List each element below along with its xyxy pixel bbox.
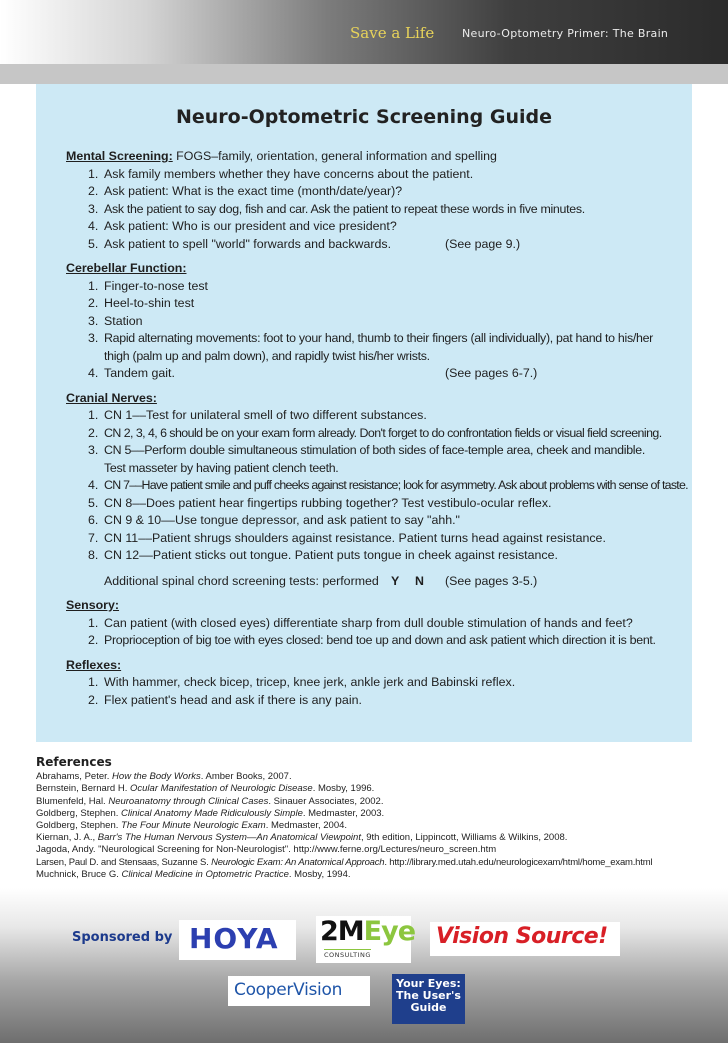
item-text: Proprioception of big toe with eyes closed: bend toe up and down and ask patient which direction it is bent. bbox=[104, 633, 656, 647]
list-item: 7. CN 11––Patient shrugs shoulders against resistance. Patient turns head against resistance. bbox=[88, 530, 690, 548]
item-text: CN 1––Test for unilateral smell of two different substances. bbox=[104, 408, 427, 422]
ref-author: Blumenfeld, Hal. bbox=[36, 795, 109, 807]
ref-author: Jagoda, Andy. "Neurological Screening for Non-Neurologist". http://www.ferne.org/Lectures/neuro_screen.htm bbox=[36, 844, 497, 856]
primer-title: Neuro-Optometry Primer: The Brain bbox=[462, 27, 669, 40]
ref-title: Clinical Medicine in Optometric Practice bbox=[121, 868, 289, 880]
item-text: Ask patient: What is the exact time (month/date/year)? bbox=[104, 184, 403, 198]
item-text: Finger-to-nose test bbox=[104, 278, 208, 293]
section-heading: Mental Screening: bbox=[66, 149, 173, 163]
reference-item bbox=[36, 832, 716, 844]
item-text: CN 2, 3, 4, 6 should be on your exam form already. Don't forget to do confrontation fields or visual field screening. bbox=[104, 425, 662, 440]
header-bar bbox=[0, 0, 728, 64]
list-item: 1. With hammer, check bicep, tricep, knee jerk, ankle jerk and Babinski reflex. bbox=[88, 674, 690, 692]
vision-source-logo-text: Vision Source! bbox=[436, 924, 608, 949]
item-text: CN 8––Does patient hear fingertips rubbing together? Test vestibulo-ocular reflex. bbox=[104, 495, 552, 510]
list-item: 2. CN 2, 3, 4, 6 should be on your exam form already. Don't forget to do confrontation fields or visual field screening. bbox=[88, 425, 690, 443]
list-item: 2. Flex patient's head and ask if there is any pain. bbox=[88, 692, 690, 710]
reference-item bbox=[36, 844, 716, 856]
list-item: 5. Ask patient to spell "world" forwards and backwards. (See page 9.) bbox=[88, 236, 690, 254]
ref-publisher: . Sinauer Associates, 2002. bbox=[268, 795, 384, 807]
2meye-logo-subtext: CONSULTING bbox=[324, 951, 371, 959]
reflexes-section bbox=[66, 657, 690, 710]
item-text: CN 7––Have patient smile and puff cheeks against resistance; look for asymmetry. Ask about problems with sense of taste. bbox=[104, 478, 688, 492]
section-heading: Cerebellar Function: bbox=[66, 261, 187, 275]
sensory-section bbox=[66, 597, 690, 650]
list-item: 5. CN 8––Does patient hear fingertips rubbing together? Test vestibulo-ocular reflex. bbox=[88, 495, 690, 513]
spinal-test-label: Additional spinal chord screening tests: performed bbox=[104, 573, 379, 588]
item-text: Heel-to-shin test bbox=[104, 296, 195, 310]
item-text: CN 11––Patient shrugs shoulders against resistance. Patient turns head against resistance. bbox=[104, 530, 606, 545]
reference-item bbox=[36, 771, 716, 783]
your-eyes-logo-line: Your Eyes: bbox=[396, 977, 461, 990]
ref-publisher: , 9th edition, Lippincott, Williams & Wilkins, 2008. bbox=[360, 832, 568, 844]
list-item: 4. Tandem gait. (See pages 6-7.) bbox=[88, 365, 690, 383]
references-heading: References bbox=[36, 755, 112, 769]
list-item: 2. Heel-to-shin test bbox=[88, 295, 690, 313]
2meye-logo-text: 2MEye bbox=[320, 916, 416, 947]
mental-screening-header bbox=[66, 148, 690, 166]
hoya-logo-text: HOYA bbox=[189, 922, 279, 955]
ref-title: The Four Minute Neurologic Exam bbox=[121, 820, 266, 832]
list-item: 2. Ask patient: What is the exact time (month/date/year)? bbox=[88, 183, 690, 201]
sponsor-footer bbox=[0, 888, 728, 1043]
section-heading: Reflexes: bbox=[66, 657, 122, 672]
section-intro: FOGS–family, orientation, general information and spelling bbox=[172, 149, 497, 163]
reference-item bbox=[36, 783, 716, 795]
ref-publisher: . Mosby, 1994. bbox=[288, 868, 351, 880]
section-heading: Sensory: bbox=[66, 598, 120, 612]
list-item: 8. CN 12––Patient sticks out tongue. Patient puts tongue in cheek against resistance. bbox=[88, 547, 690, 565]
ref-author: Goldberg, Stephen. bbox=[36, 807, 122, 819]
reference-item bbox=[36, 857, 716, 869]
page-reference: (See pages 3-5.) bbox=[445, 573, 538, 588]
cerebellar-section bbox=[66, 260, 690, 383]
ref-title: Neuroanatomy through Clinical Cases bbox=[108, 795, 269, 807]
brand-title: Save a Life bbox=[350, 24, 435, 42]
item-text: Can patient (with closed eyes) differentiate sharp from dull double stimulation of hands and feet? bbox=[104, 615, 633, 630]
list-item: 1. Ask family members whether they have concerns about the patient. bbox=[88, 166, 690, 184]
section-heading: Cranial Nerves: bbox=[66, 390, 157, 405]
ref-title: How the Body Works bbox=[112, 771, 201, 783]
ref-author: Kiernan, J. A., bbox=[36, 832, 98, 844]
item-text: Station bbox=[104, 313, 143, 328]
item-text: Ask patient to spell "world" forwards and backwards. bbox=[104, 236, 392, 251]
yes-option[interactable]: Y bbox=[391, 573, 400, 588]
list-item: 4. Ask patient: Who is our president and vice president? bbox=[88, 218, 690, 236]
ref-publisher: . Medmaster, 2003. bbox=[302, 807, 385, 819]
item-text: Ask patient: Who is our president and vice president? bbox=[104, 219, 397, 233]
no-option[interactable]: N bbox=[415, 573, 424, 588]
ref-author: Bernstein, Bernard H. bbox=[36, 783, 130, 795]
item-text: Flex patient's head and ask if there is any pain. bbox=[104, 692, 362, 707]
list-item: 1. Finger-to-nose test bbox=[88, 278, 690, 296]
list-item: 3. Station bbox=[88, 313, 690, 331]
sponsored-by-label: Sponsored by bbox=[72, 930, 173, 945]
ref-title: Ocular Manifestation of Neurologic Disease bbox=[130, 783, 313, 795]
item-text: With hammer, check bicep, tricep, knee jerk, ankle jerk and Babinski reflex. bbox=[104, 675, 516, 689]
your-eyes-logo-line: The User's bbox=[396, 989, 461, 1002]
ref-publisher: . Amber Books, 2007. bbox=[200, 771, 292, 783]
your-eyes-logo-line: Guide bbox=[410, 1001, 447, 1014]
item-text: Ask family members whether they have concerns about the patient. bbox=[104, 166, 474, 181]
screening-guide-panel bbox=[36, 84, 692, 742]
list-item: 3. CN 5––Perform double simultaneous stimulation of both sides of face-temple area, cheek and mandible. Test masseter by having patient clench teeth. bbox=[88, 442, 690, 477]
coopervision-logo bbox=[228, 976, 370, 1006]
2meye-logo bbox=[316, 916, 416, 963]
header-band bbox=[0, 64, 728, 84]
references-section bbox=[36, 756, 716, 881]
ref-publisher: . http://library.med.utah.edu/neurologicexam/html/home_exam.html bbox=[384, 856, 653, 868]
list-item: 3. Rapid alternating movements: foot to your hand, thumb to their fingers (all individually), pat hand to his/her thigh (palm up and palm down), and rapidly twist his/her wrists. bbox=[88, 330, 690, 365]
ref-title: Neurologic Exam: An Anatomical Approach bbox=[211, 856, 385, 868]
item-text: CN 12––Patient sticks out tongue. Patient puts tongue in cheek against resistance. bbox=[104, 548, 558, 562]
ref-author: Goldberg, Stephen. bbox=[36, 820, 122, 832]
item-text: Tandem gait. bbox=[104, 366, 175, 380]
ref-author: Larsen, Paul D. and Stensaas, Suzanne S. bbox=[36, 856, 212, 868]
item-text: Ask the patient to say dog, fish and car. Ask the patient to repeat these words in five minutes. bbox=[104, 201, 585, 216]
your-eyes-guide-logo bbox=[392, 974, 465, 1024]
ref-title: Clinical Anatomy Made Ridiculously Simple bbox=[121, 807, 303, 819]
list-item: 4. CN 7––Have patient smile and puff cheeks against resistance; look for asymmetry. Ask about problems with sense of taste. bbox=[88, 477, 690, 495]
list-item: 2. Proprioception of big toe with eyes closed: bend toe up and down and ask patient which direction it is bent. bbox=[88, 632, 690, 650]
hoya-logo bbox=[179, 920, 296, 960]
list-item: 3. Ask the patient to say dog, fish and car. Ask the patient to repeat these words in five minutes. bbox=[88, 201, 690, 219]
ref-publisher: . Medmaster, 2004. bbox=[265, 820, 348, 832]
ref-author: Abrahams, Peter. bbox=[36, 771, 113, 783]
guide-title: Neuro-Optometric Screening Guide bbox=[175, 106, 553, 128]
page-reference: (See page 9.) bbox=[445, 236, 521, 251]
vision-source-logo bbox=[430, 922, 620, 956]
reference-item bbox=[36, 808, 716, 820]
item-text: Rapid alternating movements: foot to your hand, thumb to their fingers (all individually), pat hand to his/her thigh (palm up and palm down), and rapidly twist his/her wrists. bbox=[104, 331, 653, 363]
ref-publisher: . Mosby, 1996. bbox=[312, 783, 375, 795]
reference-item bbox=[36, 820, 716, 832]
guide-body bbox=[66, 148, 690, 716]
list-item: 1. Can patient (with closed eyes) differentiate sharp from dull double stimulation of hands and feet? bbox=[88, 615, 690, 633]
list-item: 6. CN 9 & 10––Use tongue depressor, and ask patient to say "ahh." bbox=[88, 512, 690, 530]
reference-item bbox=[36, 869, 716, 881]
ref-title: Barr's The Human Nervous System—An Anatomical Viewpoint bbox=[97, 832, 361, 844]
ref-author: Muchnick, Bruce G. bbox=[36, 868, 122, 880]
cranial-nerves-section bbox=[66, 390, 690, 591]
reference-item bbox=[36, 796, 716, 808]
coopervision-logo-text: CooperVision bbox=[234, 980, 343, 1000]
mental-screening-section bbox=[66, 148, 690, 253]
item-text: CN 9 & 10––Use tongue depressor, and ask patient to say "ahh." bbox=[104, 513, 460, 527]
list-item: 1. CN 1––Test for unilateral smell of two different substances. bbox=[88, 407, 690, 425]
spinal-test-row bbox=[88, 573, 690, 591]
page-reference: (See pages 6-7.) bbox=[445, 366, 538, 380]
item-text: CN 5––Perform double simultaneous stimulation of both sides of face-temple area, cheek and mandible. Test masseter by having patient clench teeth. bbox=[104, 443, 645, 475]
